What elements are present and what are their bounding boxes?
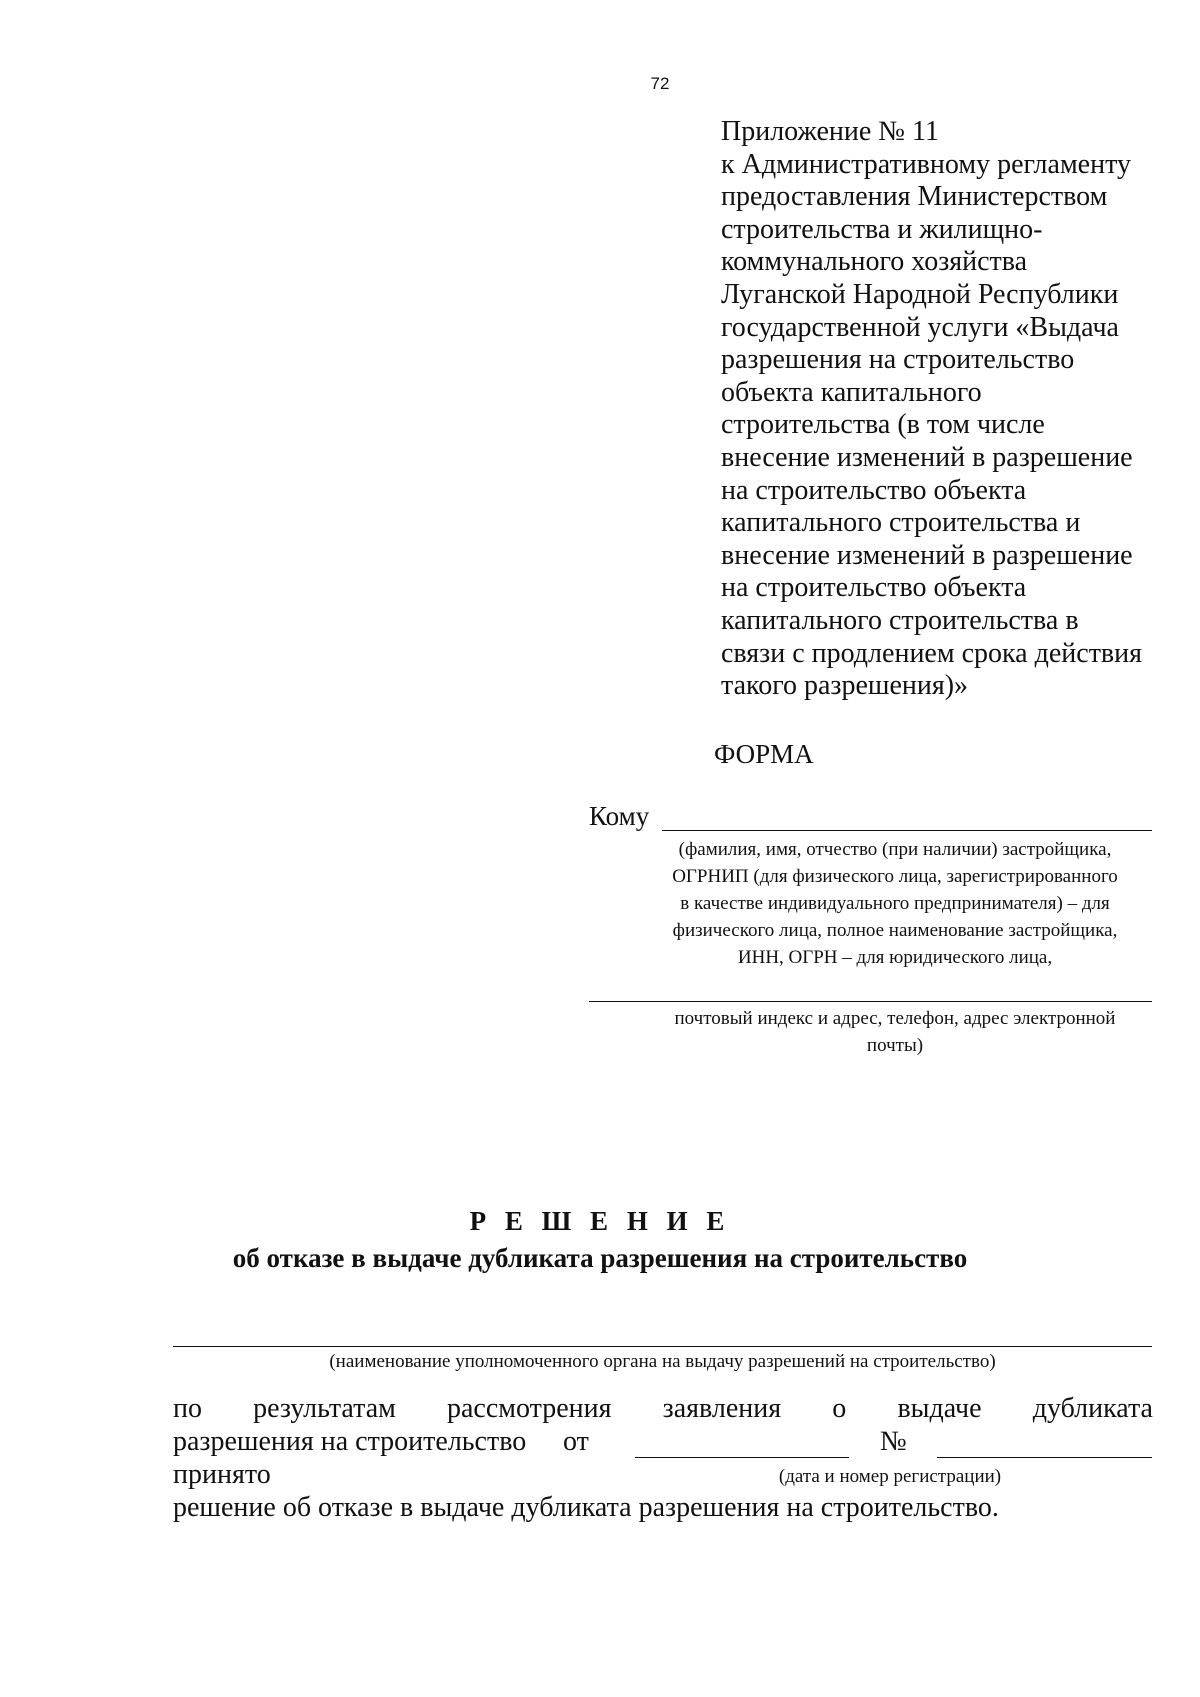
appendix-line: такого разрешения)» xyxy=(721,670,969,702)
appendix-line: к Административному регламенту xyxy=(721,148,1131,180)
caption-line: (дата и номер регистрации) xyxy=(778,1466,1002,1487)
authority-line[interactable] xyxy=(173,1346,1152,1347)
caption-line: ОГРНИП (для физического лица, зарегистрированного xyxy=(672,866,1118,887)
appendix-line: коммунального хозяйства xyxy=(721,246,1028,278)
word: по xyxy=(173,1393,202,1424)
recipient-label: Кому xyxy=(589,801,650,831)
body-line-1 xyxy=(173,1393,1153,1425)
decision-title: Р Е Ш Е Н И Е xyxy=(469,1206,731,1236)
page-number: 72 xyxy=(650,74,670,93)
appendix-line: на строительство объекта xyxy=(721,572,1027,604)
appendix-line: объекта капитального xyxy=(721,376,982,408)
appendix-line: внесение изменений в разрешение xyxy=(721,441,1133,473)
caption-line: почтовый индекс и адрес, телефон, адрес электронной xyxy=(674,1008,1116,1029)
caption-line: (наименование уполномоченного органа на выдачу разрешений на строительство) xyxy=(329,1351,996,1372)
caption-line: в качестве индивидуального предпринимателя) – для xyxy=(680,893,1110,914)
date-line[interactable] xyxy=(635,1457,849,1458)
caption-line: физического лица, полное наименование застройщика, xyxy=(672,920,1118,941)
authority-caption xyxy=(173,1348,1152,1375)
recipient-caption xyxy=(628,836,1162,971)
caption-line: ИНН, ОГРН – для юридического лица, xyxy=(737,947,1053,968)
decision-subtitle: об отказе в выдаче дубликата разрешения на строительство xyxy=(232,1243,968,1273)
word: дубликата xyxy=(1032,1393,1153,1424)
from-label: от xyxy=(563,1426,589,1457)
word: о xyxy=(832,1393,847,1424)
body-line-2-text: разрешения на строительство xyxy=(173,1426,527,1457)
number-label: № xyxy=(880,1426,907,1457)
appendix-block xyxy=(721,116,1161,703)
body-line-3-text: принято xyxy=(173,1459,271,1490)
word: заявления xyxy=(662,1393,782,1424)
form-label: ФОРМА xyxy=(714,739,814,769)
body-line-4-text: решение об отказе в выдаче дубликата разрешения на строительство. xyxy=(173,1492,999,1523)
word: рассмотрения xyxy=(447,1393,612,1424)
word: результатам xyxy=(253,1393,396,1424)
appendix-line: предоставления Министерством xyxy=(721,181,1108,213)
appendix-line: Луганской Народной Республики xyxy=(721,278,1119,310)
date-caption xyxy=(720,1463,1060,1490)
appendix-line: строительства (в том числе xyxy=(721,409,1045,441)
appendix-line: Приложение № 11 xyxy=(721,116,939,147)
appendix-line: на строительство объекта xyxy=(721,474,1027,506)
appendix-line: капитального строительства в xyxy=(721,604,1079,636)
appendix-line: разрешения на строительство xyxy=(721,344,1075,376)
caption-line: (фамилия, имя, отчество (при наличии) застройщика, xyxy=(678,839,1112,860)
registration-number-line[interactable] xyxy=(937,1457,1152,1458)
address-caption xyxy=(628,1005,1162,1059)
recipient-name-line[interactable] xyxy=(662,830,1152,831)
appendix-line: государственной услуги «Выдача xyxy=(721,311,1119,343)
recipient-address-line[interactable] xyxy=(589,1001,1152,1002)
appendix-line: капитального строительства и xyxy=(721,507,1081,539)
appendix-line: связи с продлением срока действия xyxy=(721,637,1143,669)
appendix-line: строительства и жилищно- xyxy=(721,213,1043,245)
caption-line: почты) xyxy=(866,1035,924,1056)
word: выдаче xyxy=(897,1393,982,1424)
appendix-line: внесение изменений в разрешение xyxy=(721,539,1133,571)
